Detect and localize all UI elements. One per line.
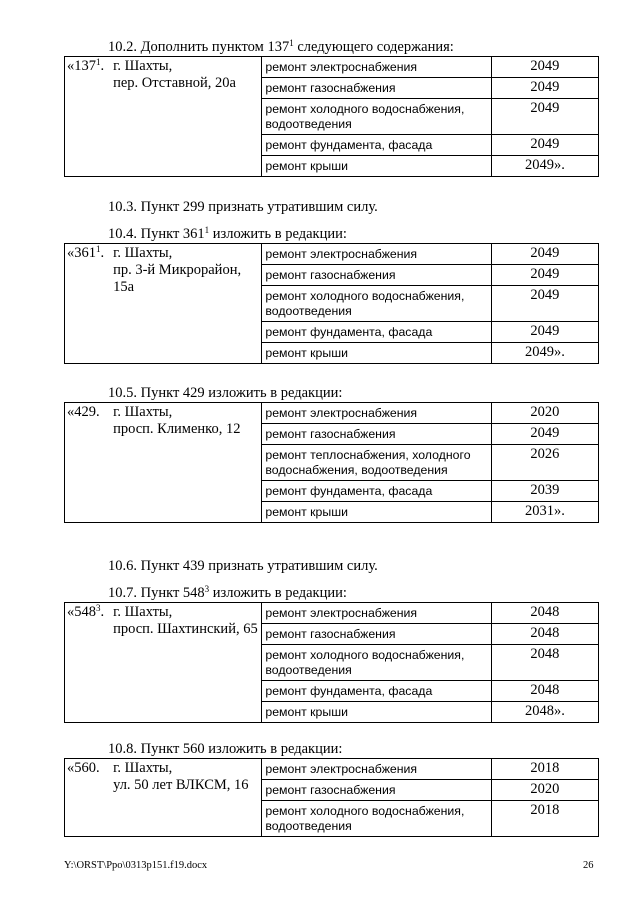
- amendment-table: [64, 56, 599, 177]
- work-year: 2049: [491, 424, 598, 445]
- work-type: ремонт электроснабжения: [262, 759, 491, 780]
- work-type: ремонт крыши: [262, 343, 491, 364]
- work-year: 2049: [491, 99, 598, 135]
- section-heading: 10.5. Пункт 429 изложить в редакции:: [108, 385, 343, 401]
- work-year: 2048: [491, 645, 598, 681]
- work-year: 2018: [491, 801, 598, 837]
- item-address: г. Шахты, пр. 3-й Микрорайон, 15а: [109, 244, 262, 364]
- work-type: ремонт крыши: [262, 702, 491, 723]
- amendment-table: [64, 602, 599, 723]
- work-type: ремонт газоснабжения: [262, 424, 491, 445]
- table-row: [65, 603, 599, 624]
- section-heading: 10.3. Пункт 299 признать утратившим силу.: [108, 199, 378, 215]
- work-type: ремонт газоснабжения: [262, 265, 491, 286]
- work-type: ремонт электроснабжения: [262, 603, 491, 624]
- work-year: 2049: [491, 135, 598, 156]
- work-year: 2048: [491, 681, 598, 702]
- item-number: «$548^3$.: [65, 603, 110, 723]
- amendment-table: [64, 402, 599, 523]
- item-number: «560.: [65, 759, 110, 837]
- item-number: «429.: [65, 403, 110, 523]
- item-address: г. Шахты, просп. Шахтинский, 65: [109, 603, 262, 723]
- section-heading: 10.4. Пункт $361^1$ изложить в редакции:: [108, 225, 347, 242]
- work-year: 2031».: [491, 502, 598, 523]
- work-type: ремонт крыши: [262, 156, 491, 177]
- work-type: ремонт фундамента, фасада: [262, 135, 491, 156]
- footer-file-path: Y:\ORST\Ppo\0313p151.f19.docx: [64, 860, 208, 871]
- section-heading: 10.2. Дополнить пунктом $137^1$ следующего содержания:: [108, 38, 454, 55]
- work-type: ремонт фундамента, фасада: [262, 481, 491, 502]
- item-address: г. Шахты, пер. Отставной, 20а: [109, 57, 262, 177]
- work-type: ремонт газоснабжения: [262, 624, 491, 645]
- work-year: 2049: [491, 57, 598, 78]
- work-year: 2049: [491, 78, 598, 99]
- table-row: [65, 759, 599, 780]
- section-heading: 10.7. Пункт $548^3$ изложить в редакции:: [108, 584, 347, 601]
- work-type: ремонт электроснабжения: [262, 403, 491, 424]
- work-year: 2039: [491, 481, 598, 502]
- work-year: 2020: [491, 403, 598, 424]
- table-row: [65, 57, 599, 78]
- work-type: ремонт фундамента, фасада: [262, 681, 491, 702]
- work-type: ремонт холодного водоснабжения, водоотведения: [262, 286, 491, 322]
- item-address: г. Шахты, ул. 50 лет ВЛКСМ, 16: [109, 759, 262, 837]
- work-type: ремонт холодного водоснабжения, водоотведения: [262, 645, 491, 681]
- footer-page-number: 26: [583, 860, 594, 871]
- amendment-table: [64, 758, 599, 837]
- work-year: 2049: [491, 244, 598, 265]
- work-year: 2048: [491, 624, 598, 645]
- item-number: «$361^1$.: [65, 244, 110, 364]
- work-type: ремонт электроснабжения: [262, 244, 491, 265]
- work-type: ремонт газоснабжения: [262, 780, 491, 801]
- table-row: [65, 403, 599, 424]
- section-heading: 10.8. Пункт 560 изложить в редакции:: [108, 741, 343, 757]
- work-year: 2049».: [491, 156, 598, 177]
- work-year: 2048».: [491, 702, 598, 723]
- work-type: ремонт теплоснабжения, холодного водоснабжения, водоотведения: [262, 445, 491, 481]
- work-type: ремонт фундамента, фасада: [262, 322, 491, 343]
- work-year: 2048: [491, 603, 598, 624]
- work-type: ремонт газоснабжения: [262, 78, 491, 99]
- work-year: 2049: [491, 265, 598, 286]
- work-year: 2018: [491, 759, 598, 780]
- work-year: 2049: [491, 322, 598, 343]
- work-year: 2020: [491, 780, 598, 801]
- table-row: [65, 244, 599, 265]
- work-type: ремонт холодного водоснабжения, водоотведения: [262, 801, 491, 837]
- work-year: 2049: [491, 286, 598, 322]
- item-number: «$137^1$.: [65, 57, 110, 177]
- section-heading: 10.6. Пункт 439 признать утратившим силу.: [108, 558, 378, 574]
- work-year: 2026: [491, 445, 598, 481]
- work-type: ремонт электроснабжения: [262, 57, 491, 78]
- amendment-table: [64, 243, 599, 364]
- work-year: 2049».: [491, 343, 598, 364]
- work-type: ремонт холодного водоснабжения, водоотведения: [262, 99, 491, 135]
- work-type: ремонт крыши: [262, 502, 491, 523]
- item-address: г. Шахты, просп. Клименко, 12: [109, 403, 262, 523]
